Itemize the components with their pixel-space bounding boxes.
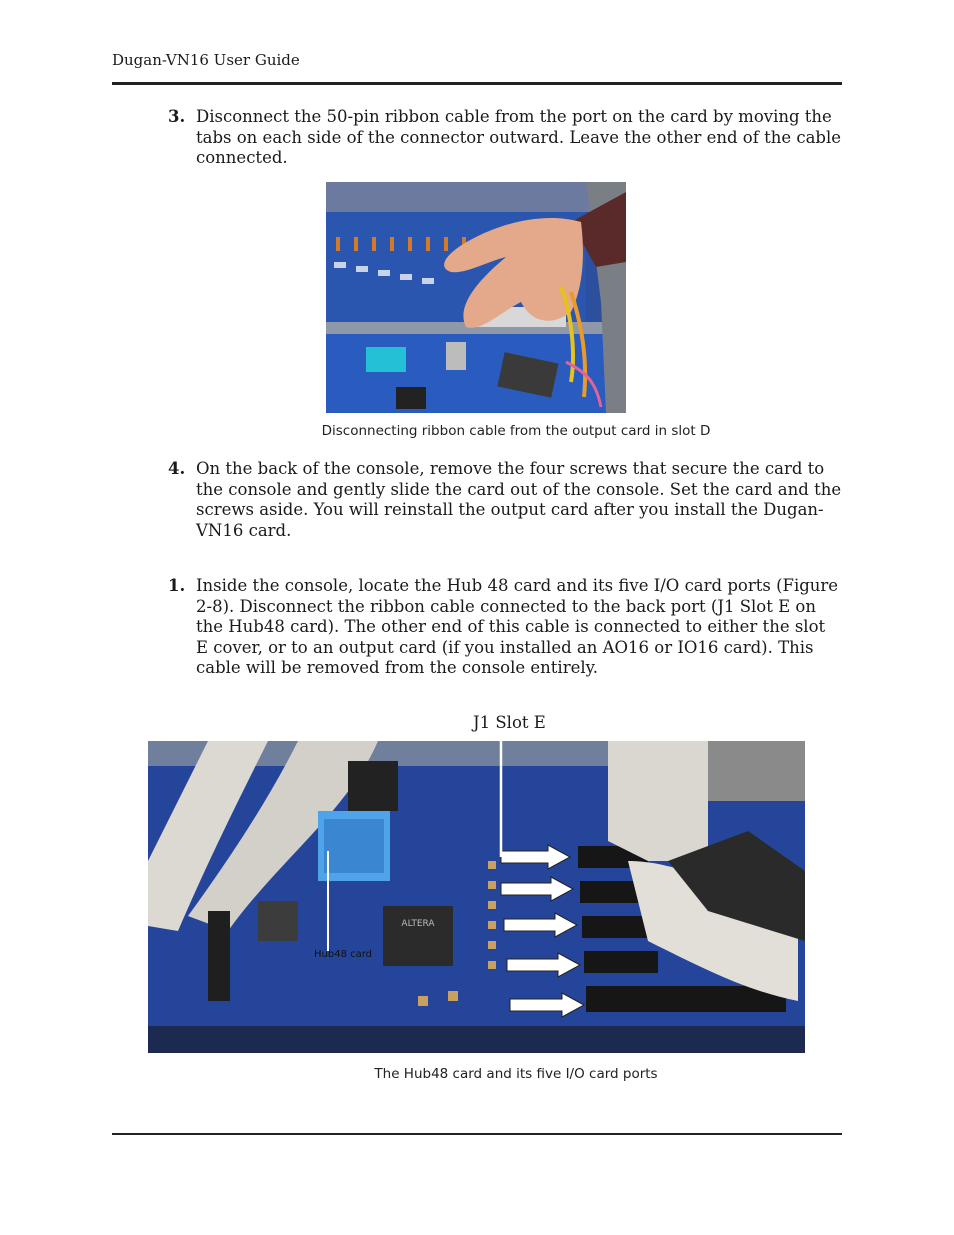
figure-ribbon-disconnect-photo	[326, 182, 626, 413]
header-title: Dugan-VN16 User Guide	[112, 51, 300, 69]
step-number: 3.	[168, 107, 186, 126]
hub48-photo-illustration	[148, 741, 805, 1053]
step-text: On the back of the console, remove the four screws that secure the card to the console and gently slide the card out of the console. Set the card and the screws aside. You will reinstall the output card after you install the Dugan-VN16 card.	[196, 459, 842, 540]
footer-rule	[112, 1133, 842, 1135]
figure-hub48-photo	[148, 741, 805, 1053]
figure1-caption: Disconnecting ribbon cable from the output card in slot D	[321, 423, 711, 439]
photo-illustration	[326, 182, 626, 413]
step-text: Inside the console, locate the Hub 48 card and its five I/O card ports (Figure 2-8). Disconnect the ribbon cable connected to the back port (J1 Slot E on the Hub48 card). The other end of this cable is connected to either the slot E cover, or to an output card (if you installed an AO16 or IO16 card). This cable will be removed from the console entirely.	[196, 576, 839, 677]
step-1	[168, 576, 848, 679]
step-number: 1.	[168, 576, 186, 595]
fpga-chip-label: ALTERA	[401, 919, 435, 929]
step-number: 4.	[168, 459, 186, 478]
j1-slot-e-callout: J1 Slot E	[473, 713, 546, 732]
step-4	[168, 459, 848, 541]
step-text: Disconnect the 50-pin ribbon cable from the port on the card by moving the tabs on each side of the connector outward. Leave the other end of the cable connected.	[196, 107, 842, 167]
header-rule	[112, 82, 842, 85]
step-3	[168, 107, 848, 169]
figure2-caption: The Hub48 card and its five I/O card ports	[374, 1066, 658, 1082]
hub48-card-label: Hub48 card	[314, 949, 373, 960]
